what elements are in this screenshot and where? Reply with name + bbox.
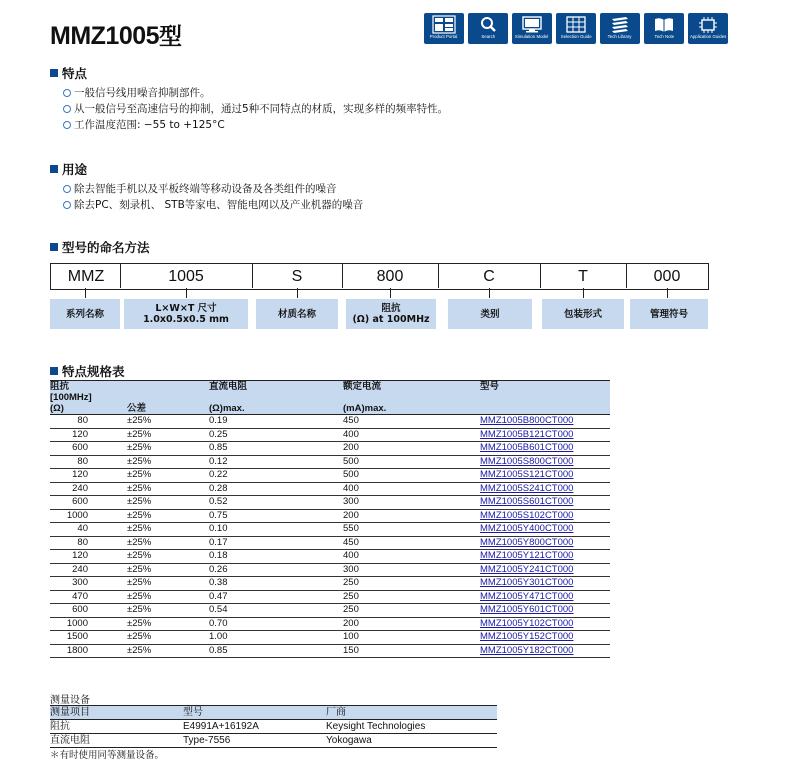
table-header-row [50,403,610,415]
table-row [50,536,610,550]
part-number-cell [480,563,610,577]
part-number-cell [480,415,610,429]
dcr-cell: 0.52 [209,496,343,510]
code-tick [489,288,490,298]
part-number-cell [480,550,610,564]
measurement-note: ＊有时使用同等测量设备。 [50,750,165,761]
part-number-link[interactable]: MMZ1005Y182CT000 [480,644,574,656]
list-item-text: 从一般信号至高速信号的抑制，通过5种不同特点的材质，实现多样的频率特性。 [74,103,449,115]
table-row [50,509,610,523]
tolerance-cell: ±25% [92,509,209,523]
current-cell: 500 [343,455,480,469]
bullet-circle-icon [63,185,71,193]
table-row [50,720,497,734]
label-category [448,299,532,329]
current-cell: 250 [343,590,480,604]
current-cell: 200 [343,509,480,523]
impedance-cell: 120 [50,469,92,483]
meas-maker: Keysight Technologies [326,720,497,734]
part-number-link[interactable]: MMZ1005S800CT000 [480,455,574,467]
current-cell: 250 [343,577,480,591]
table-row [50,550,610,564]
impedance-cell: 80 [50,536,92,550]
part-number-link[interactable]: MMZ1005Y601CT000 [480,604,574,615]
current-cell: 400 [343,550,480,564]
spec-heading [50,362,125,380]
tolerance-cell: ±25% [92,550,209,564]
spec-table [50,380,610,658]
nav-label: Search [481,34,495,39]
dcr-cell: 0.22 [209,469,343,483]
section-square-icon [50,69,58,77]
product-portal-button[interactable] [424,13,464,44]
part-number-link[interactable]: MMZ1005B601CT000 [480,442,574,453]
impedance-cell: 240 [50,563,92,577]
label-series [50,299,120,329]
part-number-cell [480,496,610,510]
header-current: 额定电流 [343,381,480,393]
current-cell: 450 [343,415,480,429]
impedance-cell: 1000 [50,617,92,631]
list-item-text: 工作温度范围: −55 to +125°C [74,119,225,131]
current-cell: 300 [343,496,480,510]
features-heading-text: 特点 [62,66,88,81]
code-divider [540,263,541,288]
part-number-link[interactable]: MMZ1005S102CT000 [480,509,574,521]
code-size: 1005 [120,263,252,290]
part-number-link[interactable]: MMZ1005Y152CT000 [480,631,574,642]
impedance-cell: 470 [50,590,92,604]
section-square-icon [50,367,58,375]
code-divider [342,263,343,288]
dcr-cell: 0.19 [209,415,343,429]
part-number-link[interactable]: MMZ1005Y102CT000 [480,617,574,629]
code-material: S [252,263,342,290]
list-item [63,85,448,101]
header-freq: [100MHz] [50,392,209,403]
current-cell: 200 [343,442,480,456]
current-cell: 200 [343,617,480,631]
code-category: C [438,263,540,290]
impedance-cell: 80 [50,455,92,469]
impedance-cell: 300 [50,577,92,591]
table-row [50,644,610,658]
list-item [63,101,448,117]
label-line1: 阻抗 [381,303,401,314]
bullet-circle-icon [63,201,71,209]
meas-model: E4991A+16192A [183,720,326,734]
part-number-link[interactable]: MMZ1005Y301CT000 [480,577,574,588]
header-unit: (Ω) [50,403,92,415]
table-row [50,617,610,631]
table-header-row [50,392,610,403]
current-cell: 500 [343,469,480,483]
code-tick [667,288,668,298]
label-line1: 管理符号 [649,308,688,320]
table-header-row [50,706,497,720]
title-suffix: 型 [159,24,182,50]
tolerance-cell: ±25% [92,631,209,645]
part-number-link[interactable]: MMZ1005S241CT000 [480,482,574,494]
table-row [50,496,610,510]
label-control [630,299,708,329]
tech-note-button[interactable] [644,13,684,44]
header-dcr-unit: (Ω)max. [209,403,343,415]
impedance-cell: 120 [50,550,92,564]
tolerance-cell: ±25% [92,415,209,429]
table-row [50,631,610,645]
list-item-text: 一般信号线用噪音抑制部件。 [74,87,211,99]
label-line1: L×W×T 尺寸 [155,303,217,314]
code-series: MMZ [50,263,121,290]
part-number-cell [480,644,610,658]
label-line2: (Ω) at 100MHz [352,314,430,325]
tech-library-icon [608,15,632,34]
search-icon [476,15,500,34]
label-material [256,299,338,329]
nav-label: Tech Note [654,34,674,39]
list-item-text: 除去PC、刻录机、 STB等家电、智能电网以及产业机器的噪音 [74,199,364,211]
section-square-icon [50,243,58,251]
applications-list [63,181,363,213]
part-number-link[interactable]: MMZ1005Y471CT000 [480,590,574,602]
list-item [63,117,448,133]
dcr-cell: 0.85 [209,644,343,658]
part-number-link[interactable]: MMZ1005Y400CT000 [480,523,574,534]
tolerance-cell: ±25% [92,644,209,658]
header-part: 型号 [480,381,610,393]
code-control: 000 [626,263,709,290]
header-empty [480,403,610,415]
table-row [50,482,610,496]
meas-model: Type-7556 [183,734,326,748]
meas-maker: Yokogawa [326,734,497,748]
current-cell: 400 [343,428,480,442]
table-row [50,469,610,483]
current-cell: 150 [343,644,480,658]
dcr-cell: 0.10 [209,523,343,537]
impedance-cell: 80 [50,415,92,429]
table-row [50,455,610,469]
code-divider [252,263,253,288]
tolerance-cell: ±25% [92,469,209,483]
part-number-link[interactable]: MMZ1005B121CT000 [480,428,574,440]
table-row [50,604,610,618]
meas-item: 阻抗 [50,720,183,734]
dcr-cell: 0.28 [209,482,343,496]
naming-heading [50,238,150,256]
label-line1: 系列名称 [65,308,104,320]
table-row [50,734,497,748]
code-divider [120,263,121,288]
list-item [63,181,363,197]
code-tick [186,288,187,298]
part-number-cell [480,604,610,618]
impedance-cell: 600 [50,496,92,510]
nav-label: Simulation Model [515,34,549,39]
nav-label: Application Guides [689,34,727,39]
table-row [50,442,610,456]
current-cell: 250 [343,604,480,618]
tolerance-cell: ±25% [92,496,209,510]
dcr-cell: 0.38 [209,577,343,591]
simulation-model-icon [520,15,544,34]
meas-header-item: 测量项目 [50,706,183,720]
header-current-unit: (mA)max. [343,403,480,415]
list-item-text: 除去智能手机以及平板终端等移动设备及各类组件的噪音 [74,183,337,195]
part-number-cell [480,631,610,645]
search-button[interactable] [468,13,508,44]
code-tick [85,288,86,298]
tech-library-button[interactable] [600,13,640,44]
dcr-cell: 1.00 [209,631,343,645]
spec-heading-text: 特点规格表 [62,364,125,379]
meas-item: 直流电阻 [50,734,183,748]
product-portal-icon [432,15,456,34]
tolerance-cell: ±25% [92,536,209,550]
table-row [50,577,610,591]
header-tolerance: 公差 [92,403,209,415]
dcr-cell: 0.25 [209,428,343,442]
part-number-cell [480,469,610,483]
table-row [50,523,610,537]
current-cell: 100 [343,631,480,645]
tolerance-cell: ±25% [92,428,209,442]
part-number-cell [480,536,610,550]
simulation-model-button[interactable] [512,13,552,44]
list-item [63,197,363,213]
tolerance-cell: ±25% [92,577,209,591]
part-number-cell [480,428,610,442]
section-square-icon [50,165,58,173]
tolerance-cell: ±25% [92,482,209,496]
dcr-cell: 0.54 [209,604,343,618]
dcr-cell: 0.17 [209,536,343,550]
label-line1: 包装形式 [563,308,602,320]
nav-label: Product Portal [430,34,458,39]
tolerance-cell: ±25% [92,617,209,631]
code-tick [390,288,391,298]
selection-guide-button[interactable] [556,13,596,44]
code-packaging: T [540,263,626,290]
bullet-circle-icon [63,105,71,113]
dcr-cell: 0.26 [209,563,343,577]
label-size [124,299,248,329]
meas-header-model: 型号 [183,706,326,720]
applications-heading-text: 用途 [62,162,88,177]
current-cell: 550 [343,523,480,537]
measurement-table [50,705,497,748]
features-heading [50,64,87,82]
part-number-link[interactable]: MMZ1005Y121CT000 [480,550,574,561]
part-number-cell [480,617,610,631]
part-number-link[interactable]: MMZ1005Y800CT000 [480,536,574,548]
bullet-circle-icon [63,121,71,129]
impedance-cell: 120 [50,428,92,442]
header-empty [480,392,610,403]
current-cell: 400 [343,482,480,496]
tolerance-cell: ±25% [92,590,209,604]
part-number-cell [480,577,610,591]
impedance-cell: 600 [50,442,92,456]
tolerance-cell: ±25% [92,455,209,469]
tolerance-cell: ±25% [92,563,209,577]
impedance-cell: 1500 [50,631,92,645]
code-tick [297,288,298,298]
part-number-link[interactable]: MMZ1005Y241CT000 [480,563,574,575]
dcr-cell: 0.47 [209,590,343,604]
dcr-cell: 0.75 [209,509,343,523]
dcr-cell: 0.12 [209,455,343,469]
label-packaging [542,299,624,329]
table-row [50,590,610,604]
current-cell: 450 [343,536,480,550]
meas-header-maker: 厂商 [326,706,497,720]
current-cell: 300 [343,563,480,577]
code-divider [438,263,439,288]
header-empty [209,392,343,403]
impedance-cell: 1800 [50,644,92,658]
part-number-link[interactable]: MMZ1005S601CT000 [480,496,574,507]
bullet-circle-icon [63,89,71,97]
table-header-row [50,381,610,393]
table-row [50,428,610,442]
header-empty [343,392,480,403]
features-list [63,85,448,133]
part-number-link[interactable]: MMZ1005B800CT000 [480,415,574,426]
impedance-cell: 1000 [50,509,92,523]
naming-heading-text: 型号的命名方法 [62,240,150,255]
nav-toolbar [424,13,728,44]
label-impedance [346,299,436,329]
tolerance-cell: ±25% [92,442,209,456]
header-impedance: 阻抗 [50,381,209,393]
tolerance-cell: ±25% [92,604,209,618]
part-number-cell [480,482,610,496]
dcr-cell: 0.18 [209,550,343,564]
dcr-cell: 0.70 [209,617,343,631]
part-number-cell [480,442,610,456]
nav-label: Tech Library [608,34,632,39]
model-name: MMZ1005 [50,22,160,50]
code-divider [626,263,627,288]
part-number-cell [480,455,610,469]
part-number-cell [480,590,610,604]
selection-guide-icon [564,15,588,34]
application-guides-icon [696,15,720,34]
tech-note-icon [652,15,676,34]
measurement-title: 测量设备 [50,695,90,706]
label-line2: 1.0x0.5x0.5 mm [143,314,229,325]
impedance-cell: 40 [50,523,92,537]
page-title [50,18,182,51]
code-impedance: 800 [342,263,438,290]
application-guides-button[interactable] [688,13,728,44]
tolerance-cell: ±25% [92,523,209,537]
impedance-cell: 600 [50,604,92,618]
nav-label: Selection Guide [560,34,592,39]
code-tick [583,288,584,298]
spec-table-body [50,415,610,658]
label-line1: 材质名称 [277,308,316,320]
part-number-cell [480,523,610,537]
impedance-cell: 240 [50,482,92,496]
table-row [50,415,610,429]
part-number-link[interactable]: MMZ1005S121CT000 [480,469,574,480]
header-dcr: 直流电阻 [209,381,343,393]
table-row [50,563,610,577]
applications-heading [50,160,87,178]
part-number-cell [480,509,610,523]
dcr-cell: 0.85 [209,442,343,456]
label-line1: 类别 [480,308,500,320]
